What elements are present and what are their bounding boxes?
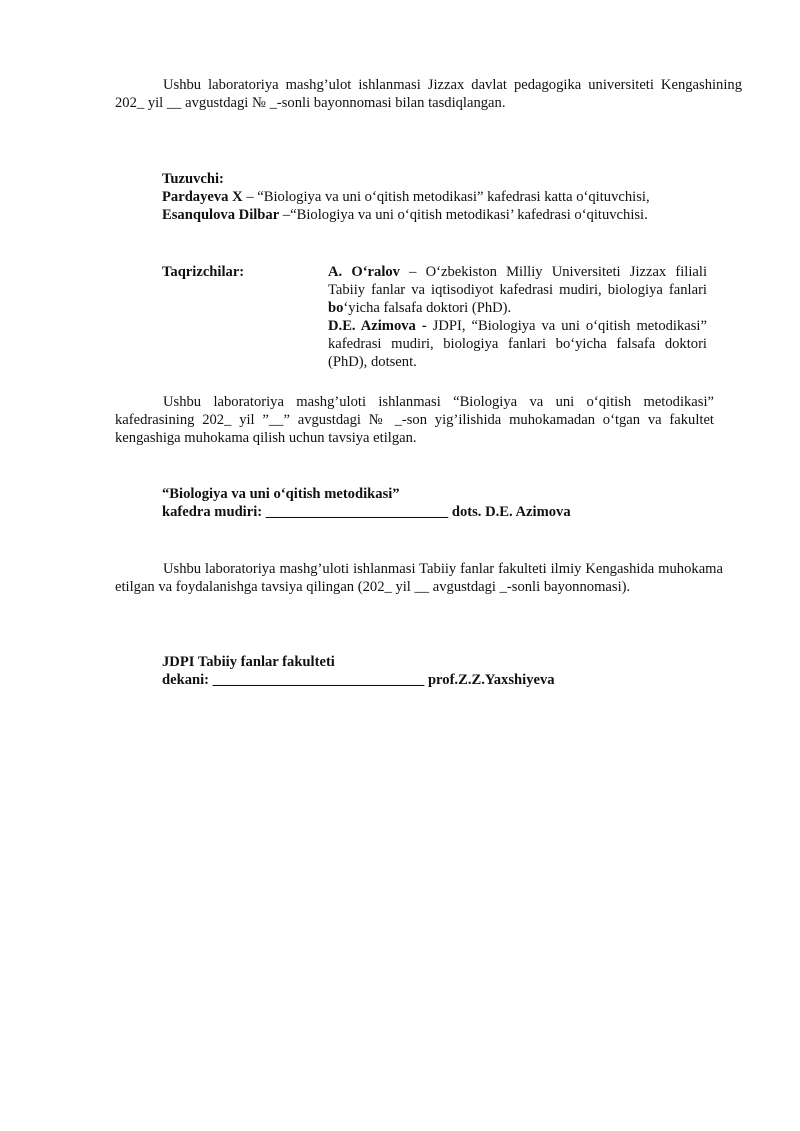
department-discussion-paragraph: Ushbu laboratoriya mashg’uloti ishlanmasi “Biologiya va uni o‘qitish metodikasi” kafedrasining 202_ yil ”__” avgustdagi № _-son yig’ilishida muhokamadan o‘tgan va fakultet kengashiga muhokama qilish uchun tavsiya etilgan. xyxy=(115,394,714,446)
department-name: “Biologiya va uni o‘qitish metodikasi” xyxy=(162,486,400,502)
reviewer-description-bold: bo xyxy=(328,300,344,316)
reviewer-name: A. O‘ralov xyxy=(328,264,400,280)
dean-signature-line: dekani: _____________________________ prof.Z.Z.Yaxshiyeva xyxy=(162,672,555,688)
reviewer-entry xyxy=(328,263,707,317)
authors-heading: Tuzuvchi: xyxy=(162,171,224,187)
authors-block xyxy=(162,170,742,224)
author-line xyxy=(162,188,742,206)
author-role: –“Biologiya va uni o‘qitish metodikasi’ kafedrasi o‘qituvchisi. xyxy=(279,207,648,223)
department-head-signature-line: kafedra mudiri: _________________________ dots. D.E. Azimova xyxy=(162,504,571,520)
reviewer-description: JDPI, “Biologiya va uni o‘qitish metodikasi” kafedrasi mudiri, biologiya fanlari bo‘yicha falsafa doktori (PhD), dotsent. xyxy=(328,318,707,370)
reviewers-label: Taqrizchilar: xyxy=(162,264,245,280)
faculty-name: JDPI Tabiiy fanlar fakulteti xyxy=(162,654,335,670)
author-name: Pardayeva X xyxy=(162,189,243,205)
faculty-council-paragraph: Ushbu laboratoriya mashg’uloti ishlanmasi Tabiiy fanlar fakulteti ilmiy Kengashida muhokama etilgan va foydalanishga tavsiya qilingan (202_ yil __ avgustdagi _-sonli bayonnomasi). xyxy=(115,561,723,595)
reviewer-separator: - xyxy=(415,318,433,334)
reviewer-description: ‘yicha falsafa doktori (PhD). xyxy=(343,300,512,316)
author-name: Esanqulova Dilbar xyxy=(162,207,280,223)
reviewer-name: D.E. Azimova xyxy=(328,318,416,334)
approval-paragraph: Ushbu laboratoriya mashg’ulot ishlanmasi Jizzax davlat pedagogika universiteti Kengashining 202_ yil __ avgustdagi № _-sonli bayonnomasi bilan tasdiqlangan. xyxy=(115,77,742,111)
reviewer-description: – O‘zbekiston Milliy Universiteti Jizzax filiali Tabiiy fanlar va iqtisodiyot kafedrasi mudiri, biologiya fanlari xyxy=(328,264,707,298)
author-line xyxy=(162,206,742,224)
reviewers-list xyxy=(328,263,707,371)
reviewer-entry xyxy=(328,317,707,371)
department-head-signature xyxy=(162,485,571,521)
dean-signature xyxy=(162,653,555,689)
author-role: – “Biologiya va uni o‘qitish metodikasi” kafedrasi katta o‘qituvchisi, xyxy=(242,189,650,205)
